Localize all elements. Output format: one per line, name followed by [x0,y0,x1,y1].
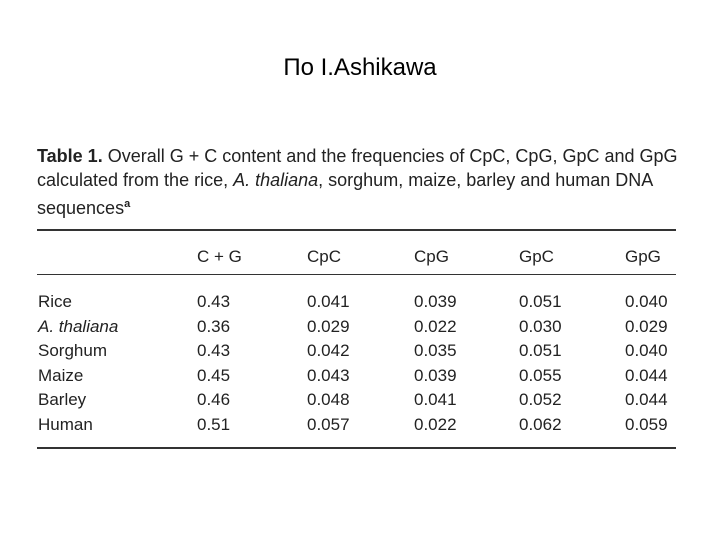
caption-text-2: , sorghum, maize, barley and human DNA sequences [37,170,653,218]
column-header: C + G [197,247,242,266]
column-header: CpG [414,247,449,266]
caption-italic: A. thaliana [233,170,319,190]
column-header: CpC [307,247,342,266]
row-label: Sorghum [38,341,107,361]
row-label: Human [38,415,93,434]
row-label: Maize [38,365,84,385]
table-cell: 0.040 [625,341,668,361]
table-cell: 0.030 [519,316,562,336]
column-header: GpG [625,247,661,266]
table-cell: 0.022 [414,415,457,434]
slide-title: По I.Ashikawa [283,54,437,81]
table-cell: 0.062 [519,415,562,434]
table-cell: 0.035 [414,341,457,361]
bottom-rule [37,447,676,449]
caption-footnote: a [124,198,131,210]
table-cell: 0.039 [414,365,457,385]
table-label: Table 1. [37,146,103,166]
table-cell: 0.029 [307,316,350,336]
table-cell: 0.46 [197,390,231,410]
row-label: A. thaliana [38,316,119,336]
table-cell: 0.044 [625,390,668,410]
table-caption [37,144,687,220]
table-cell: 0.041 [414,390,457,410]
table-cell: 0.042 [307,341,350,361]
caption-text: Overall G + C content and the frequencies of CpC, CpG, GpC and GpG calculated from the rice, [37,146,678,190]
table-cell: 0.057 [307,415,350,434]
table-cell: 0.45 [197,365,231,385]
table-cell: 0.51 [197,415,231,434]
top-rule [37,229,676,231]
row-label: Barley [38,390,87,410]
table-cell: 0.051 [519,292,562,311]
header-rule [37,274,676,275]
table-cell: 0.43 [197,341,231,361]
table-cell: 0.044 [625,365,668,385]
table-cell: 0.052 [519,390,562,410]
table-cell: 0.022 [414,316,457,336]
table-cell: 0.43 [197,292,231,311]
table-cell: 0.043 [307,365,350,385]
table-cell: 0.039 [414,292,457,311]
table-cell: 0.041 [307,292,350,311]
table-cell: 0.36 [197,316,231,336]
table-cell: 0.051 [519,341,562,361]
column-header: GpC [519,247,554,266]
table-cell: 0.029 [625,316,668,336]
table-cell: 0.059 [625,415,668,434]
table-cell: 0.048 [307,390,350,410]
table-cell: 0.055 [519,365,562,385]
row-label: Rice [38,292,73,311]
table-cell: 0.040 [625,292,668,311]
